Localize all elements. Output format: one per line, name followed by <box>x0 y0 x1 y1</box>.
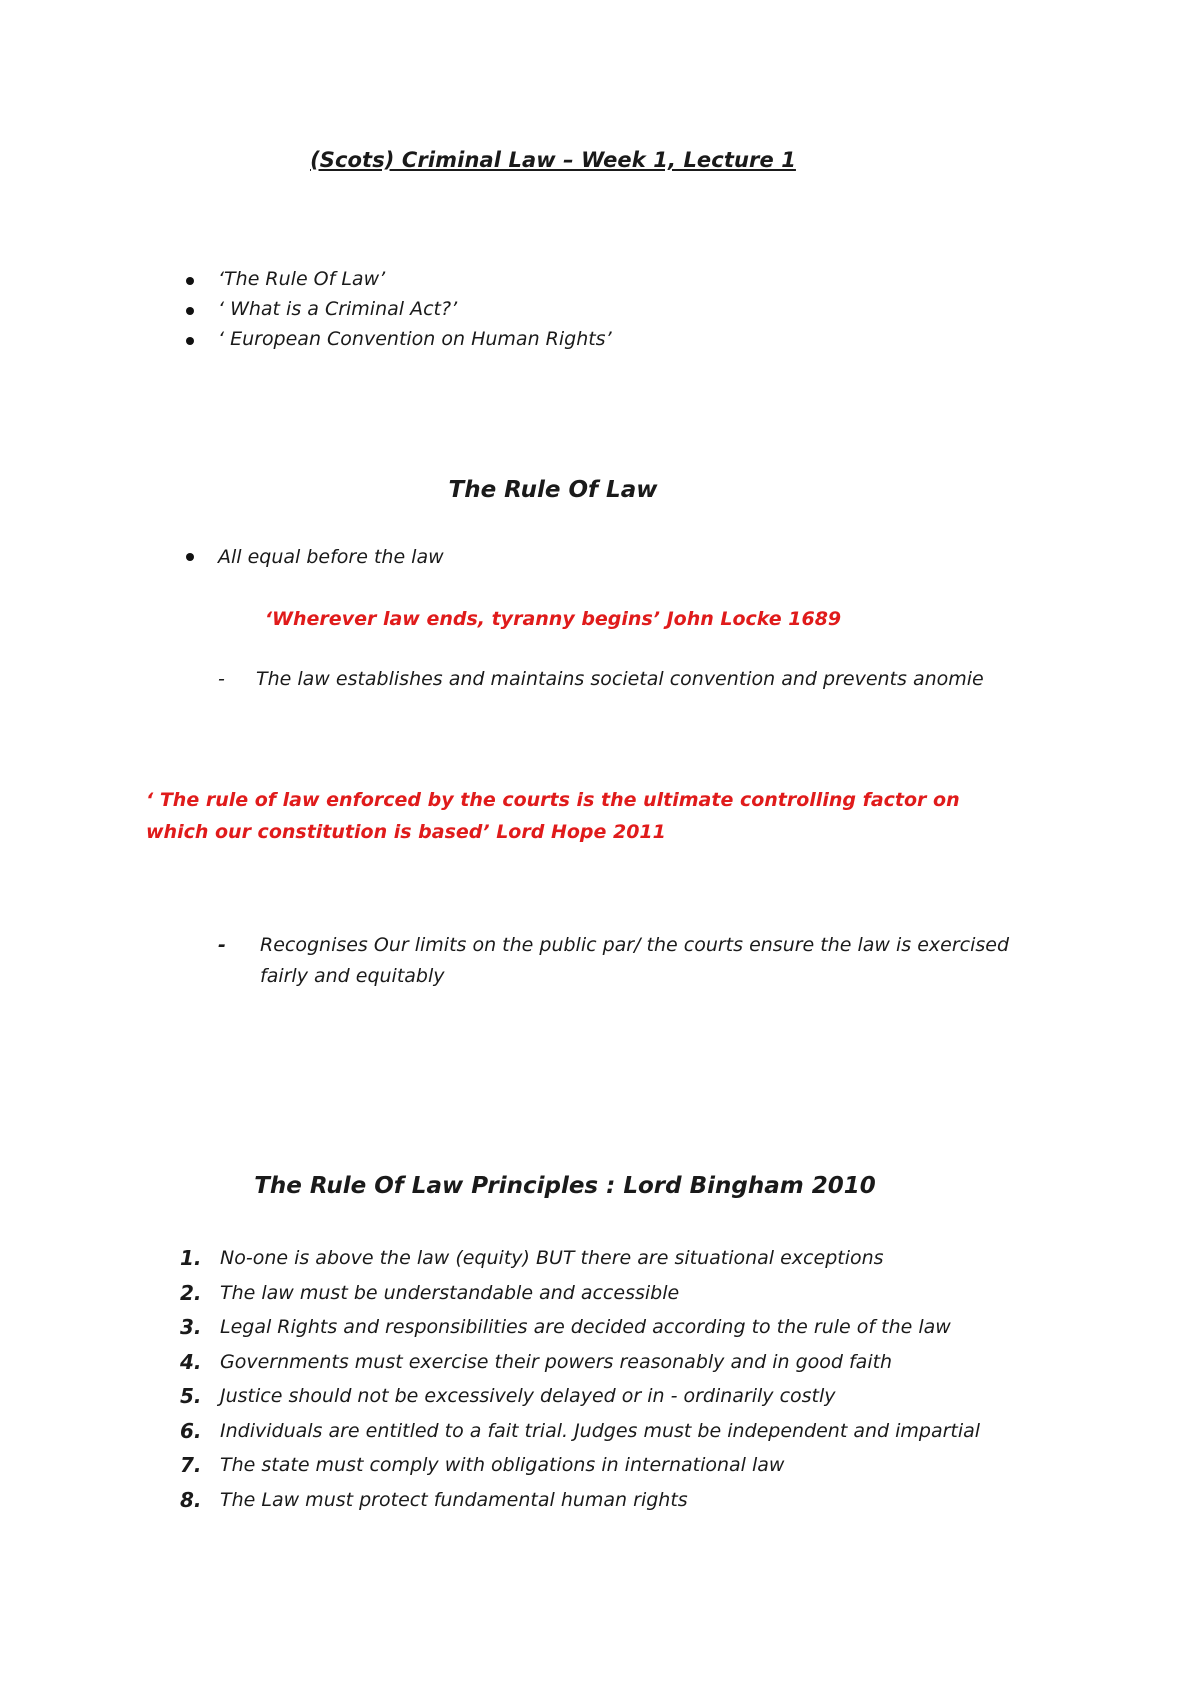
list-item: All equal before the law <box>186 543 444 571</box>
list-item: 6. Individuals are entitled to a fait trial. Judges must be independent and impartial <box>180 1418 981 1443</box>
bullet-icon <box>186 337 194 345</box>
bullet-icon <box>186 277 194 285</box>
intro-list <box>186 264 612 354</box>
dash-marker: - <box>218 668 225 690</box>
dash-marker: - <box>218 934 226 956</box>
list-item: 4. Governments must exercise their powers reasonably and in good faith <box>180 1349 893 1374</box>
section-heading-rule-of-law: The Rule Of Law <box>448 477 658 503</box>
list-item: 8. The Law must protect fundamental human rights <box>180 1487 688 1512</box>
list-item: ‘ What is a Criminal Act?’ <box>186 294 612 324</box>
dash-item: - The law establishes and maintains societal convention and prevents anomie <box>218 664 984 695</box>
list-item: 2. The law must be understandable and accessible <box>180 1280 680 1305</box>
principles-list <box>180 1241 980 1517</box>
quote-hope: ‘ The rule of law enforced by the courts is the ultimate controlling factor on which our constitution is based’ Lord Hope 2011 <box>146 789 960 843</box>
list-item: 7. The state must comply with obligations in international law <box>180 1453 785 1477</box>
section-heading-principles: The Rule Of Law Principles : Lord Bingham 2010 <box>254 1173 876 1199</box>
document-title: (Scots) Criminal Law – Week 1, Lecture 1 <box>310 148 796 172</box>
list-item: 3. Legal Rights and responsibilities are decided according to the rule of the law <box>180 1315 951 1339</box>
list-item: 1. No-one is above the law (equity) BUT there are situational exceptions <box>180 1246 884 1270</box>
list-item: 5. Justice should not be excessively delayed or in - ordinarily costly <box>180 1384 836 1408</box>
dash-item: - Recognises Our limits on the public par/ the courts ensure the law is exercised fairly and equitably <box>218 930 1038 992</box>
bullet-icon <box>186 307 194 315</box>
list-item: ‘The Rule Of Law’ <box>186 264 612 294</box>
quote-locke: ‘Wherever law ends, tyranny begins’ John Locke 1689 <box>264 608 842 630</box>
list-item: ‘ European Convention on Human Rights’ <box>186 324 612 354</box>
bullet-icon <box>186 553 194 561</box>
